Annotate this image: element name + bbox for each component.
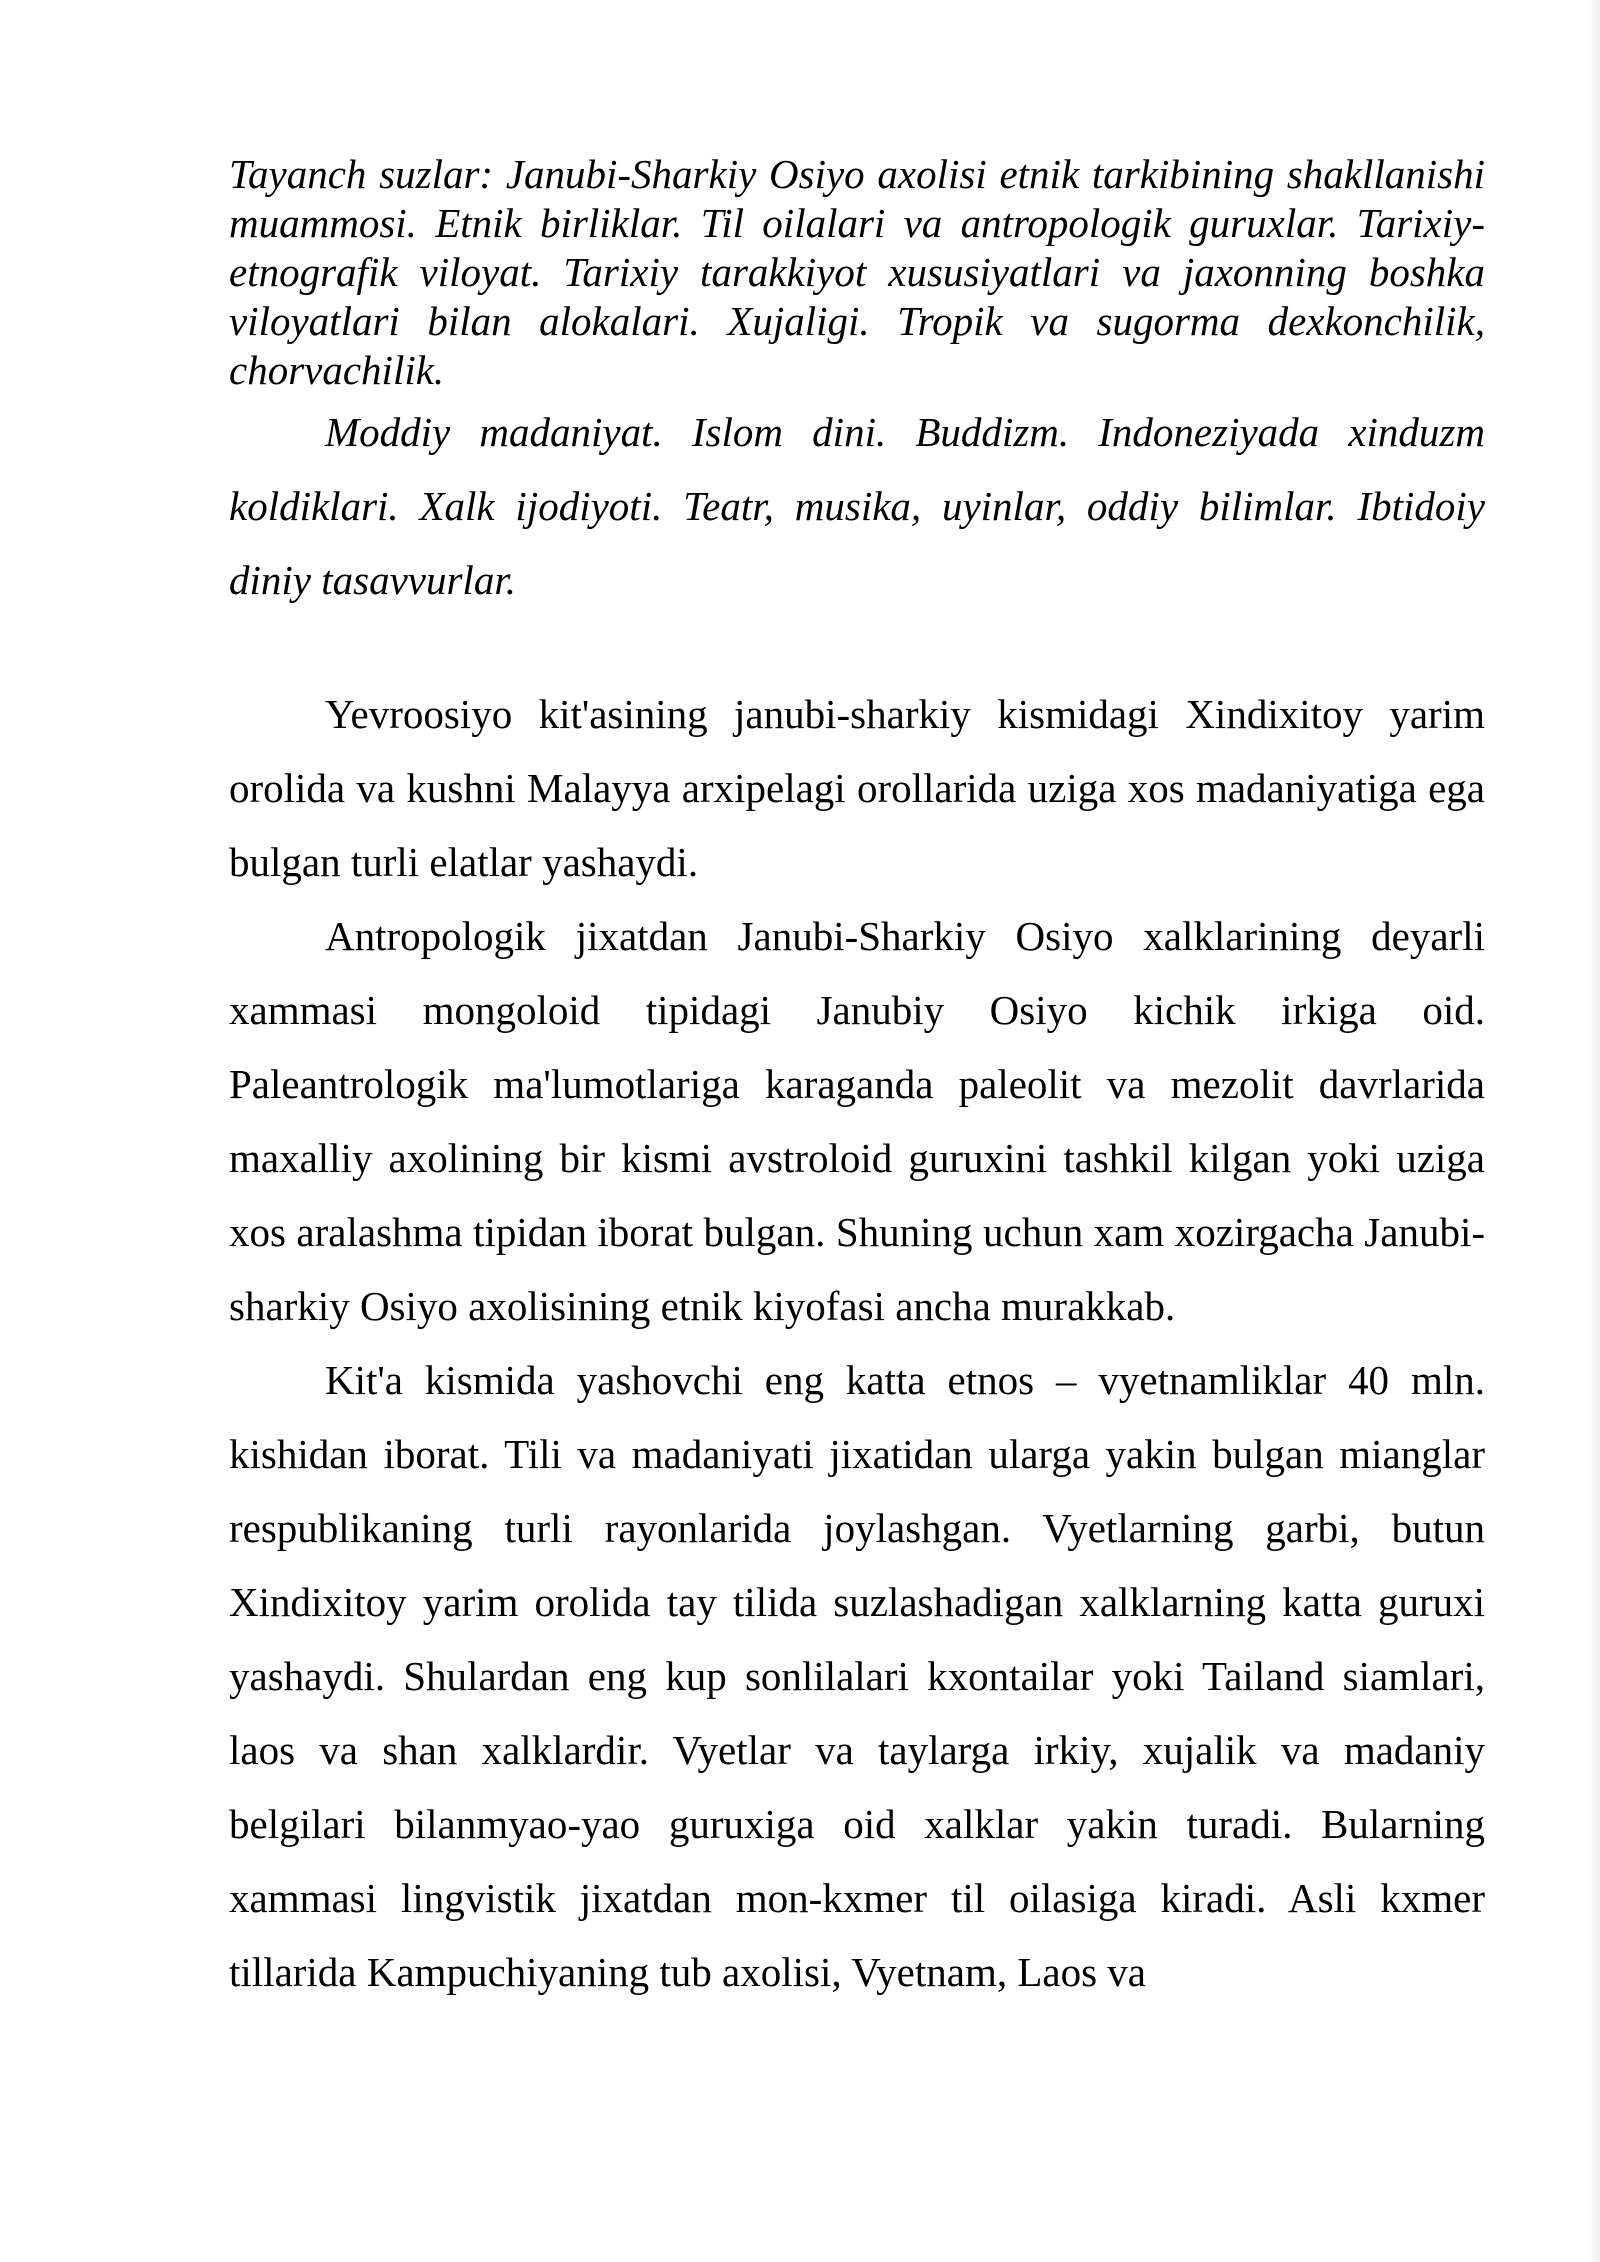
document-page [229, 150, 1485, 2009]
page-edge-shadow [1586, 0, 1600, 2262]
body-paragraph-intro: Yevroosiyo kit'asining janubi-sharkiy kismidagi Xindixitoy yarim orolida va kushni Malayya arxipelagi orollarida uziga xos madaniyatiga ega bulgan turli elatlar yashaydi. [229, 691, 1485, 885]
body-paragraph-anthropology: Antropologik jixatdan Janubi-Sharkiy Osiyo xalklarining deyarli xammasi mongoloid tipidagi Janubiy Osiyo kichik irkiga oid. Paleantrologik ma'lumotlariga karaganda paleolit va mezolit davrlarida maxalliy axolining bir kismi avstroloid guruxini tashkil kilgan yoki uziga xos aralashma tipidan iborat bulgan. Shuning uchun xam xozirgacha Janubi-sharkiy Osiyo axolisining etnik kiyofasi ancha murakkab. [229, 913, 1485, 1329]
keywords-paragraph-continued: Moddiy madaniyat. Islom dini. Buddizm. Indoneziyada xinduzm koldiklari. Xalk ijodiyoti. Teatr, musika, uyinlar, oddiy bilimlar. Ibtidoiy diniy tasavvurlar. [229, 409, 1485, 603]
keywords-paragraph: Tayanch suzlar: Janubi-Sharkiy Osiyo axolisi etnik tarkibining shakllanishi muammosi. Etnik birliklar. Til oilalari va antropologik guruxlar. Tarixiy-etnografik viloyat. Tarixiy tarakkiyot xususiyatlari va jaxonning boshka viloyatlari bilan alokalari. Xujaligi. Tropik va sugorma dexkonchilik, chorvachilik. [229, 151, 1485, 393]
body-paragraph-ethnos: Kit'a kismida yashovchi eng katta etnos – vyetnamliklar 40 mln. kishidan iborat. Tili va madaniyati jixatidan ularga yakin bulgan mianglar respublikaning turli rayonlarida joylashgan. Vyetlarning garbi, butun Xindixitoy yarim orolida tay tilida suzlashadigan xalklarning katta guruxi yashaydi. Shulardan eng kup sonlilalari kxontailar yoki Tailand siamlari, laos va shan xalklardir. Vyetlar va taylarga irkiy, xujalik va madaniy belgilari bilanmyao-yao guruxiga oid xalklar yakin turadi. Bularning xammasi lingvistik jixatdan mon-kxmer til oilasiga kiradi. Asli kxmer tillarida Kampuchiyaning tub axolisi, Vyetnam, Laos va [229, 1357, 1485, 1995]
